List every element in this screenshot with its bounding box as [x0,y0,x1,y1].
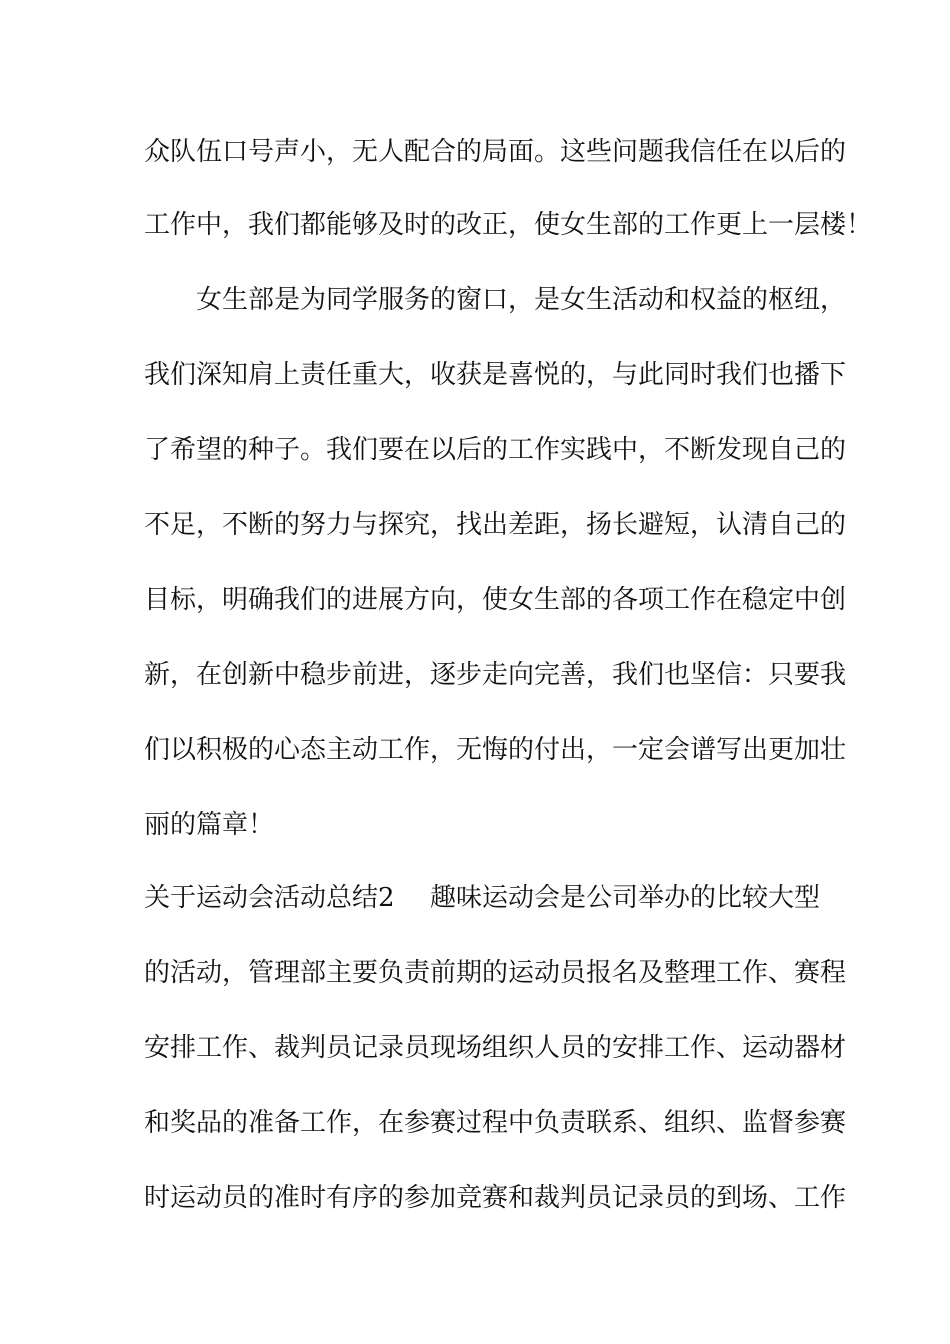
section-2-line-3: 安排工作、裁判员记录员现场组织人员的安排工作、运动器材 [144,1033,847,1063]
paragraph-2-line-6: 新，在创新中稳步前进，逐步走向完善，我们也坚信：只要我 [144,660,847,690]
paragraph-2-line-5: 目标，明确我们的进展方向，使女生部的各项工作在稳定中创 [144,585,847,615]
paragraph-2-line-8: 丽的篇章！ [144,810,275,840]
paragraph-2-line-7: 们以积极的心态主动工作，无悔的付出，一定会谱写出更加壮 [144,735,847,765]
section-2-line-2: 的活动，管理部主要负责前期的运动员报名及整理工作、赛程 [144,958,847,988]
paragraph-2-line-1: 女生部是为同学服务的窗口，是女生活动和权益的枢纽， [196,285,847,315]
section-2-line-4: 和奖品的准备工作，在参赛过程中负责联系、组织、监督参赛 [144,1108,847,1138]
paragraph-2-line-4: 不足，不断的努力与探究，找出差距，扬长避短，认清自己的 [144,510,847,540]
paragraph-2-line-2: 我们深知肩上责任重大，收获是喜悦的，与此同时我们也播下 [144,360,847,390]
paragraph-2-line-3: 了希望的种子。我们要在以后的工作实践中，不断发现自己的 [144,435,847,465]
section-2-heading: 关于运动会活动总结2 [144,883,395,913]
section-2-line-1: 趣味运动会是公司举办的比较大型 [430,883,821,913]
paragraph-1-line-2: 工作中，我们都能够及时的改正，使女生部的工作更上一层楼！ [144,210,873,240]
section-2-first-line [144,878,821,918]
paragraph-1-line-1: 众队伍口号声小，无人配合的局面。这些问题我信任在以后的 [144,137,847,167]
section-2-line-5: 时运动员的准时有序的参加竞赛和裁判员记录员的到场、工作 [144,1183,847,1213]
